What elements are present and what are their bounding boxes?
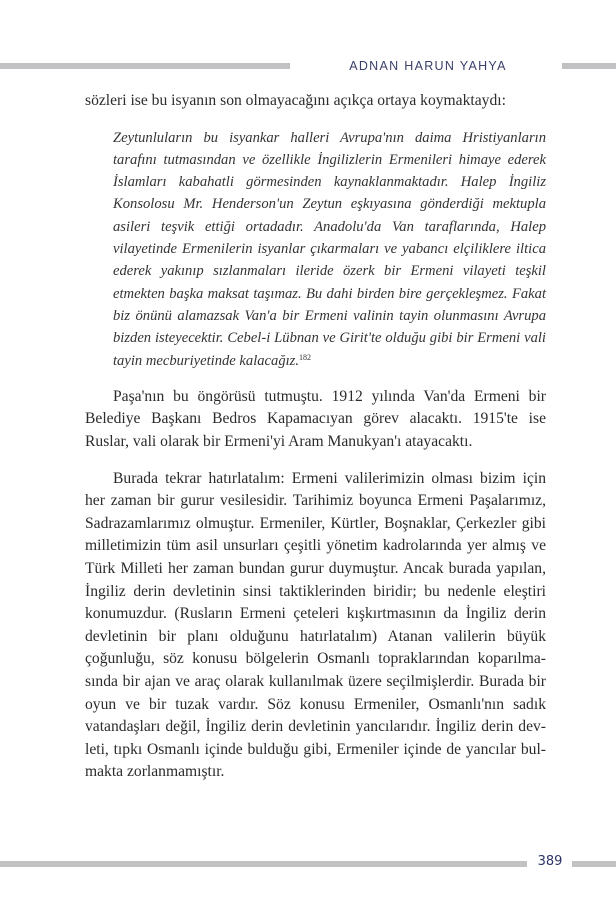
lead-paragraph: sözleri ise bu isyanın son olmayacağını açıkça ortaya koymaktaydı:: [85, 92, 506, 109]
footnote-reference[interactable]: 182: [299, 352, 312, 362]
header-rule-right: [562, 63, 616, 69]
footer-rule-right: [572, 861, 616, 867]
block-quote: [113, 127, 546, 372]
page-number: 389: [537, 854, 563, 869]
page-body: [85, 90, 546, 798]
body-paragraph-1: Paşa'nın bu öngörüsü tutmuştu. 1912 yılında Van'da Ermeni bir Belediye Başkanı Bedros Kapamacıyan görev alacaktı. 1915'te ise Ruslar, vali olarak bir Ermeni'yi Aram Manukyan'ı atayacaktı.: [85, 387, 546, 451]
running-header: [0, 56, 616, 76]
block-quote-text: Zeytunluların bu isyankar halleri Avrupa'nın daima Hristiyanların tarafını tutmasından ve özellikle İngilizlerin Ermenileri himaye ederek İslamları kabahatli görmesinden kaynaklanmaktadır. Halep İngiliz Konsolosu Mr. Henderson'un Zeytun eşkıyasına gönderdiği mektupla asileri teşvik ettiği ortadadır. Anadolu'da Van taraflarında, Halep vilayetinde Ermenilerin isyanlar çıkarmaları ve yabancı elçiliklere iltica ederek yakınıp sızlanmaları ileride özerk bir Ermeni vilayeti teşkil etmekten başka maksat taşımaz. Bu dahi birden bire gerçekleşmez. Fakat biz önünü alamazsak Van'a bir Ermeni valinin tayin olunmasını Avrupa bizden isteyecektir. Cebel-i Lübnan ve Girit'te olduğu gibi bir Ermeni vali tayin mecburiyetinde kalacağız.: [113, 129, 546, 369]
header-rule-left: [0, 63, 290, 69]
body-paragraph-2: Burada tekrar hatırlatalım: Ermeni valilerimizin olması bizim için her zaman bir gurur vesilesidir. Tarihimiz boyunca Ermeni Paşalarımız, Sadrazamlarımız olmuştur. Ermeniler, Kürtler, Boşnaklar, Çerkezler gibi milletimizin tüm asil unsurları çeşitli yönetim kadrolarında yer almış ve Türk Milleti her zaman bundan gurur duymuştur. Ancak burada yapılan, İngiliz derin devletinin sinsi taktiklerinden biridir; bu nedenle eleştiri konumuzdur. (Rusların Ermeni çeteleri kışkırtmasının da İngiliz derin devletinin bir planı olduğunu hatırlatalım) Atanan valilerin büyük çoğunluğu, söz konusu bölgelerin Osmanlı topraklarından koparılmasında bir ajan ve araç olarak kullanılmak üzere seçilmişlerdir. Burada bir oyun ve bir tuzak vardır. Söz konusu Ermeniler, Osmanlı'nın sadık vatandaşları değil, İngiliz derin devletinin yancılarıdır. İngiliz derin devleti, tıpkı Osmanlı içinde bulduğu gibi, Ermeniler içinde de yancılar bulmakta zorlanmamıştır.: [85, 469, 546, 781]
page-footer: [0, 852, 616, 872]
running-head-author: ADNAN HARUN YAHYA: [349, 59, 507, 73]
footer-rule-left: [0, 861, 527, 867]
